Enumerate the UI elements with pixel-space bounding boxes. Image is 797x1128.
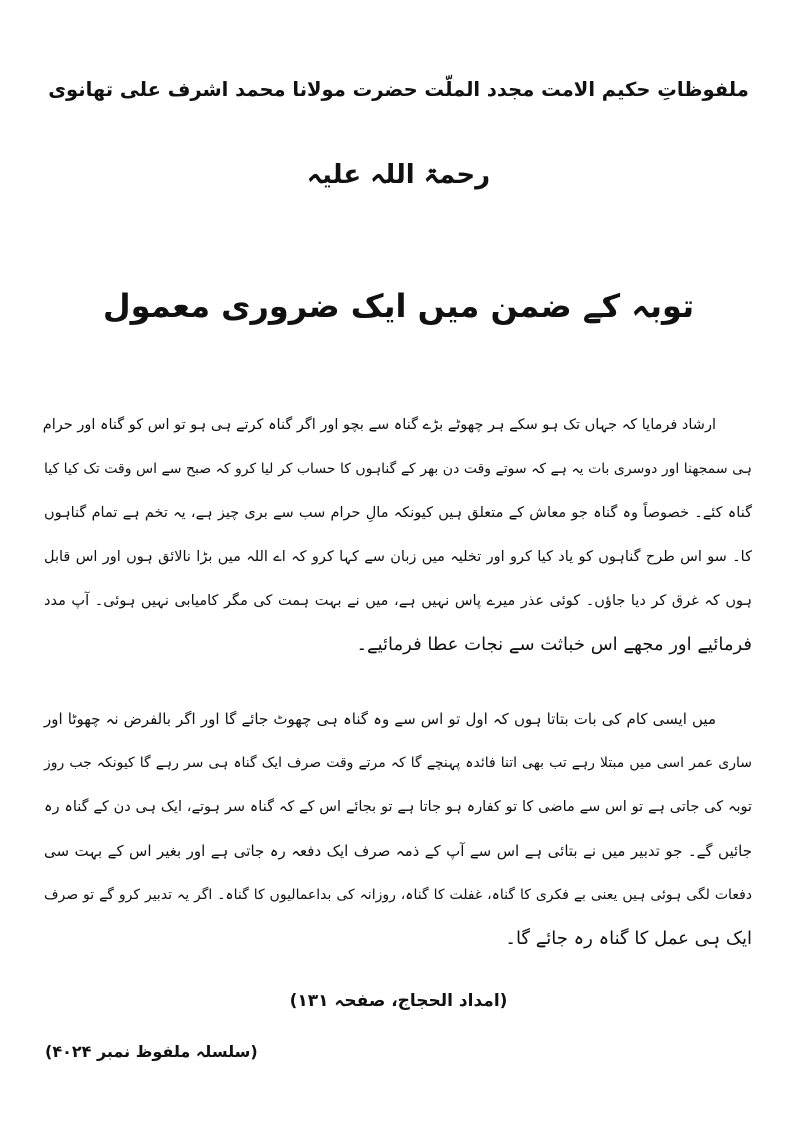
series-number: (سلسلہ ملفوظ نمبر ۴۰۲۴)	[45, 1042, 258, 1061]
title-line-2: رحمۃ اللہ علیہ	[306, 160, 491, 190]
source-reference: (امداد الحجاج، صفحہ ۱۳۱)	[289, 991, 508, 1011]
title-line-1: ملفوظاتِ حکیم الامت مجدد الملّت حضرت مولانا محمد اشرف علی تھانوی	[48, 78, 749, 101]
body-line: فرمائیے اور مجھے اس خباثت سے نجات عطا فرمائیے۔	[356, 634, 752, 655]
body-line: جائیں گے۔ جو تدبیر میں نے بتائی ہے اس سے آپ کے ذمہ صرف ایک دفعہ رہ جاتی ہے اور بغیر اس کے بہت سی	[44, 842, 752, 860]
body-line: ہی سمجھنا اور دوسری بات یہ ہے کہ سوتے وقت دن بھر کے گناہوں کا حساب کر لیا کرو کہ صبح سے اس وقت تک کیا کیا	[44, 461, 752, 477]
body-line: کا۔ سو اس طرح گناہوں کو یاد کیا کرو اور تخلیہ میں زبان سے کہا کرو کہ اے اللہ میں بڑا نالائق ہوں اور اس قابل	[44, 549, 752, 565]
body-line: توبہ کی جاتی ہے تو اس سے ماضی کا تو کفارہ ہو جاتا ہے تو بجائے اس کے کہ گناہ سر ہوتے، ایک ہی دن کے گناہ رہ	[44, 799, 752, 815]
body-line: ایک ہی عمل کا گناہ رہ جائے گا۔	[505, 928, 752, 949]
article-heading: توبہ کے ضمن میں ایک ضروری معمول	[102, 287, 695, 325]
body-line: دفعات لگی ہوئی ہیں یعنی بے فکری کا گناہ، غفلت کا گناہ، روزانہ کی بداعمالیوں کا گناہ۔ اگر یہ تدبیر کرو گے تو صرف	[44, 887, 752, 903]
body-line: ہوں کہ غرق کر دیا جاؤں۔ کوئی عذر میرے پاس نہیں ہے، میں نے بہت ہمت کی مگر کامیابی نہیں ہوئی۔ آپ مدد	[44, 593, 752, 609]
body-line: میں ایسی کام کی بات بتاتا ہوں کہ اول تو اس سے وہ گناہ ہی چھوٹ جائے گا اور اگر بالفرض نہ چھوٹا اور	[44, 710, 716, 728]
body-line: ارشاد فرمایا کہ جہاں تک ہو سکے ہر چھوٹے بڑے گناہ سے بچو اور اگر گناہ کرتے ہی ہو تو اس کو گناہ اور حرام	[42, 417, 716, 433]
body-line: گناہ کئے۔ خصوصاً وہ گناہ جو معاش کے متعلق ہیں کیونکہ مالِ حرام سب سے بری چیز ہے، یہ تخم ہے تمام گناہوں	[44, 505, 752, 521]
body-line: ساری عمر اسی میں مبتلا رہے تب بھی اتنا فائدہ پہنچے گا کہ مرتے وقت صرف ایک گناہ ہی سر رہے گا کیونکہ جب روز	[44, 755, 752, 771]
